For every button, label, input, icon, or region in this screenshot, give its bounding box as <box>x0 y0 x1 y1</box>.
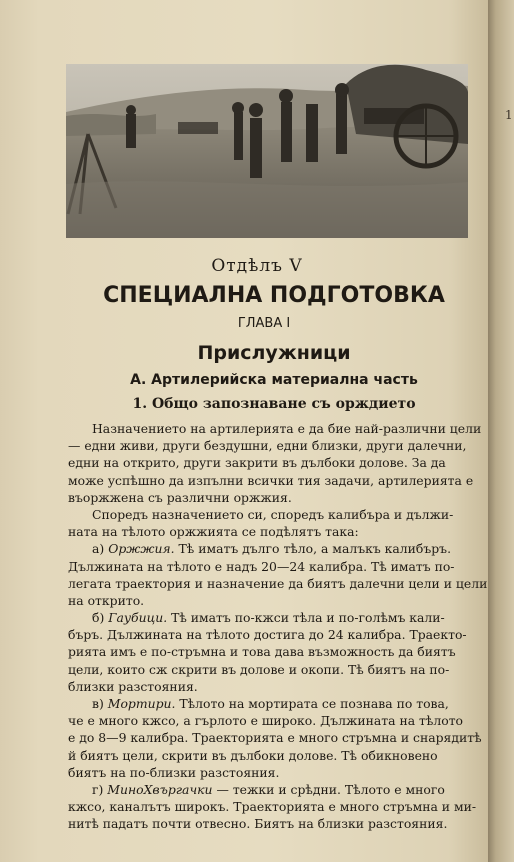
facing-page-edge <box>488 0 514 862</box>
text-line: рията имъ е по-стръмна и това дава възможность да биятъ <box>68 644 456 660</box>
text-line: биятъ на по-близки разстояния. <box>68 764 280 780</box>
list-marker: в) <box>92 696 104 711</box>
list-marker: а) <box>92 541 105 557</box>
text-line: Тѣлото на мортирата се познава по това, <box>179 696 449 711</box>
text-line: Тѣ иматъ по-кжси тѣла и по-голѣмъ кали- <box>171 610 445 626</box>
chapter-subtitle: Прислужници <box>197 342 351 364</box>
list-item-g <box>68 781 488 798</box>
facing-page-mark: 1 <box>505 108 513 122</box>
list-item-a <box>68 540 488 557</box>
text-line: — едни живи, други бездушни, едни близки, други далечни, <box>68 438 467 454</box>
text-line: ната на тѣлото оржжията се подѣлятъ така: <box>68 524 359 540</box>
text-line: близки разстояния. <box>68 678 198 694</box>
section-heading: Отдѣлъ V <box>211 256 303 276</box>
list-marker: г) <box>92 781 104 797</box>
text-line: въоржжена съ различни оржжия. <box>68 489 292 505</box>
artillery-crew-photo <box>66 64 468 238</box>
page-title: СПЕЦИАЛНА ПОДГОТОВКА <box>103 283 445 308</box>
text-line: легата траектория и назначение да биятъ далечни цели и цели <box>68 575 488 591</box>
text-line: нитѣ падатъ почти отвесно. Биятъ на близки разстояния. <box>68 816 448 832</box>
text-line: е до 8—9 калибра. Траекторията е много стръмна и снарядитѣ <box>68 730 482 746</box>
text-line: едни на открито, други закрити въ дълбоки долове. За да <box>68 455 446 471</box>
text-line: бъръ. Дължината на тѣлото достига до 24 калибра. Траекто- <box>68 627 467 643</box>
term-minohvargachki: МиноХвъргачки <box>107 781 213 797</box>
text-line: кжсо, каналътъ широкъ. Траекторията е много стръмна и ми- <box>68 799 477 815</box>
text-line: може успѣшно да изпълни всички тия задачи, артилерията е <box>68 472 474 488</box>
term-gaubitsi: Гаубици. <box>108 610 168 626</box>
text-line: че е много кжсо, а гърлото е широко. Дължината на тѣлото <box>68 713 464 729</box>
text-line: — тежки и срѣдни. Тѣлото е много <box>216 781 445 797</box>
photo-image <box>66 64 468 238</box>
text-line: цели, които сж скрити въ долове и окопи. Тѣ биятъ на по- <box>68 661 450 677</box>
text-line: й биятъ цели, скрити въ дълбоки долове. Тѣ обикновено <box>68 747 438 763</box>
text-line: Назначението на артилерията е да бие най-различни цели <box>92 421 482 436</box>
body-text <box>68 420 488 833</box>
text-line: на открито. <box>68 592 145 608</box>
chapter-heading: ГЛАВА I <box>237 316 291 331</box>
part-heading: А. Артилерийска материална часть <box>130 372 418 388</box>
term-oruzhiya: Оржжия. <box>108 541 175 557</box>
list-item-v <box>68 695 488 712</box>
subsection-heading: 1. Общо запознаване съ орждието <box>132 396 416 412</box>
text-line: Дължината на тѣлото е надъ 20—24 калибра. Тѣ иматъ по- <box>68 558 455 574</box>
text-line: Споредъ назначението си, споредъ калибъра и дължи- <box>92 506 454 522</box>
text-line: Тѣ иматъ дълго тѣло, а малъкъ калибъръ. <box>178 541 452 557</box>
list-marker: б) <box>92 610 105 626</box>
term-mortiri: Мортири. <box>107 696 176 711</box>
list-item-b <box>68 609 488 626</box>
